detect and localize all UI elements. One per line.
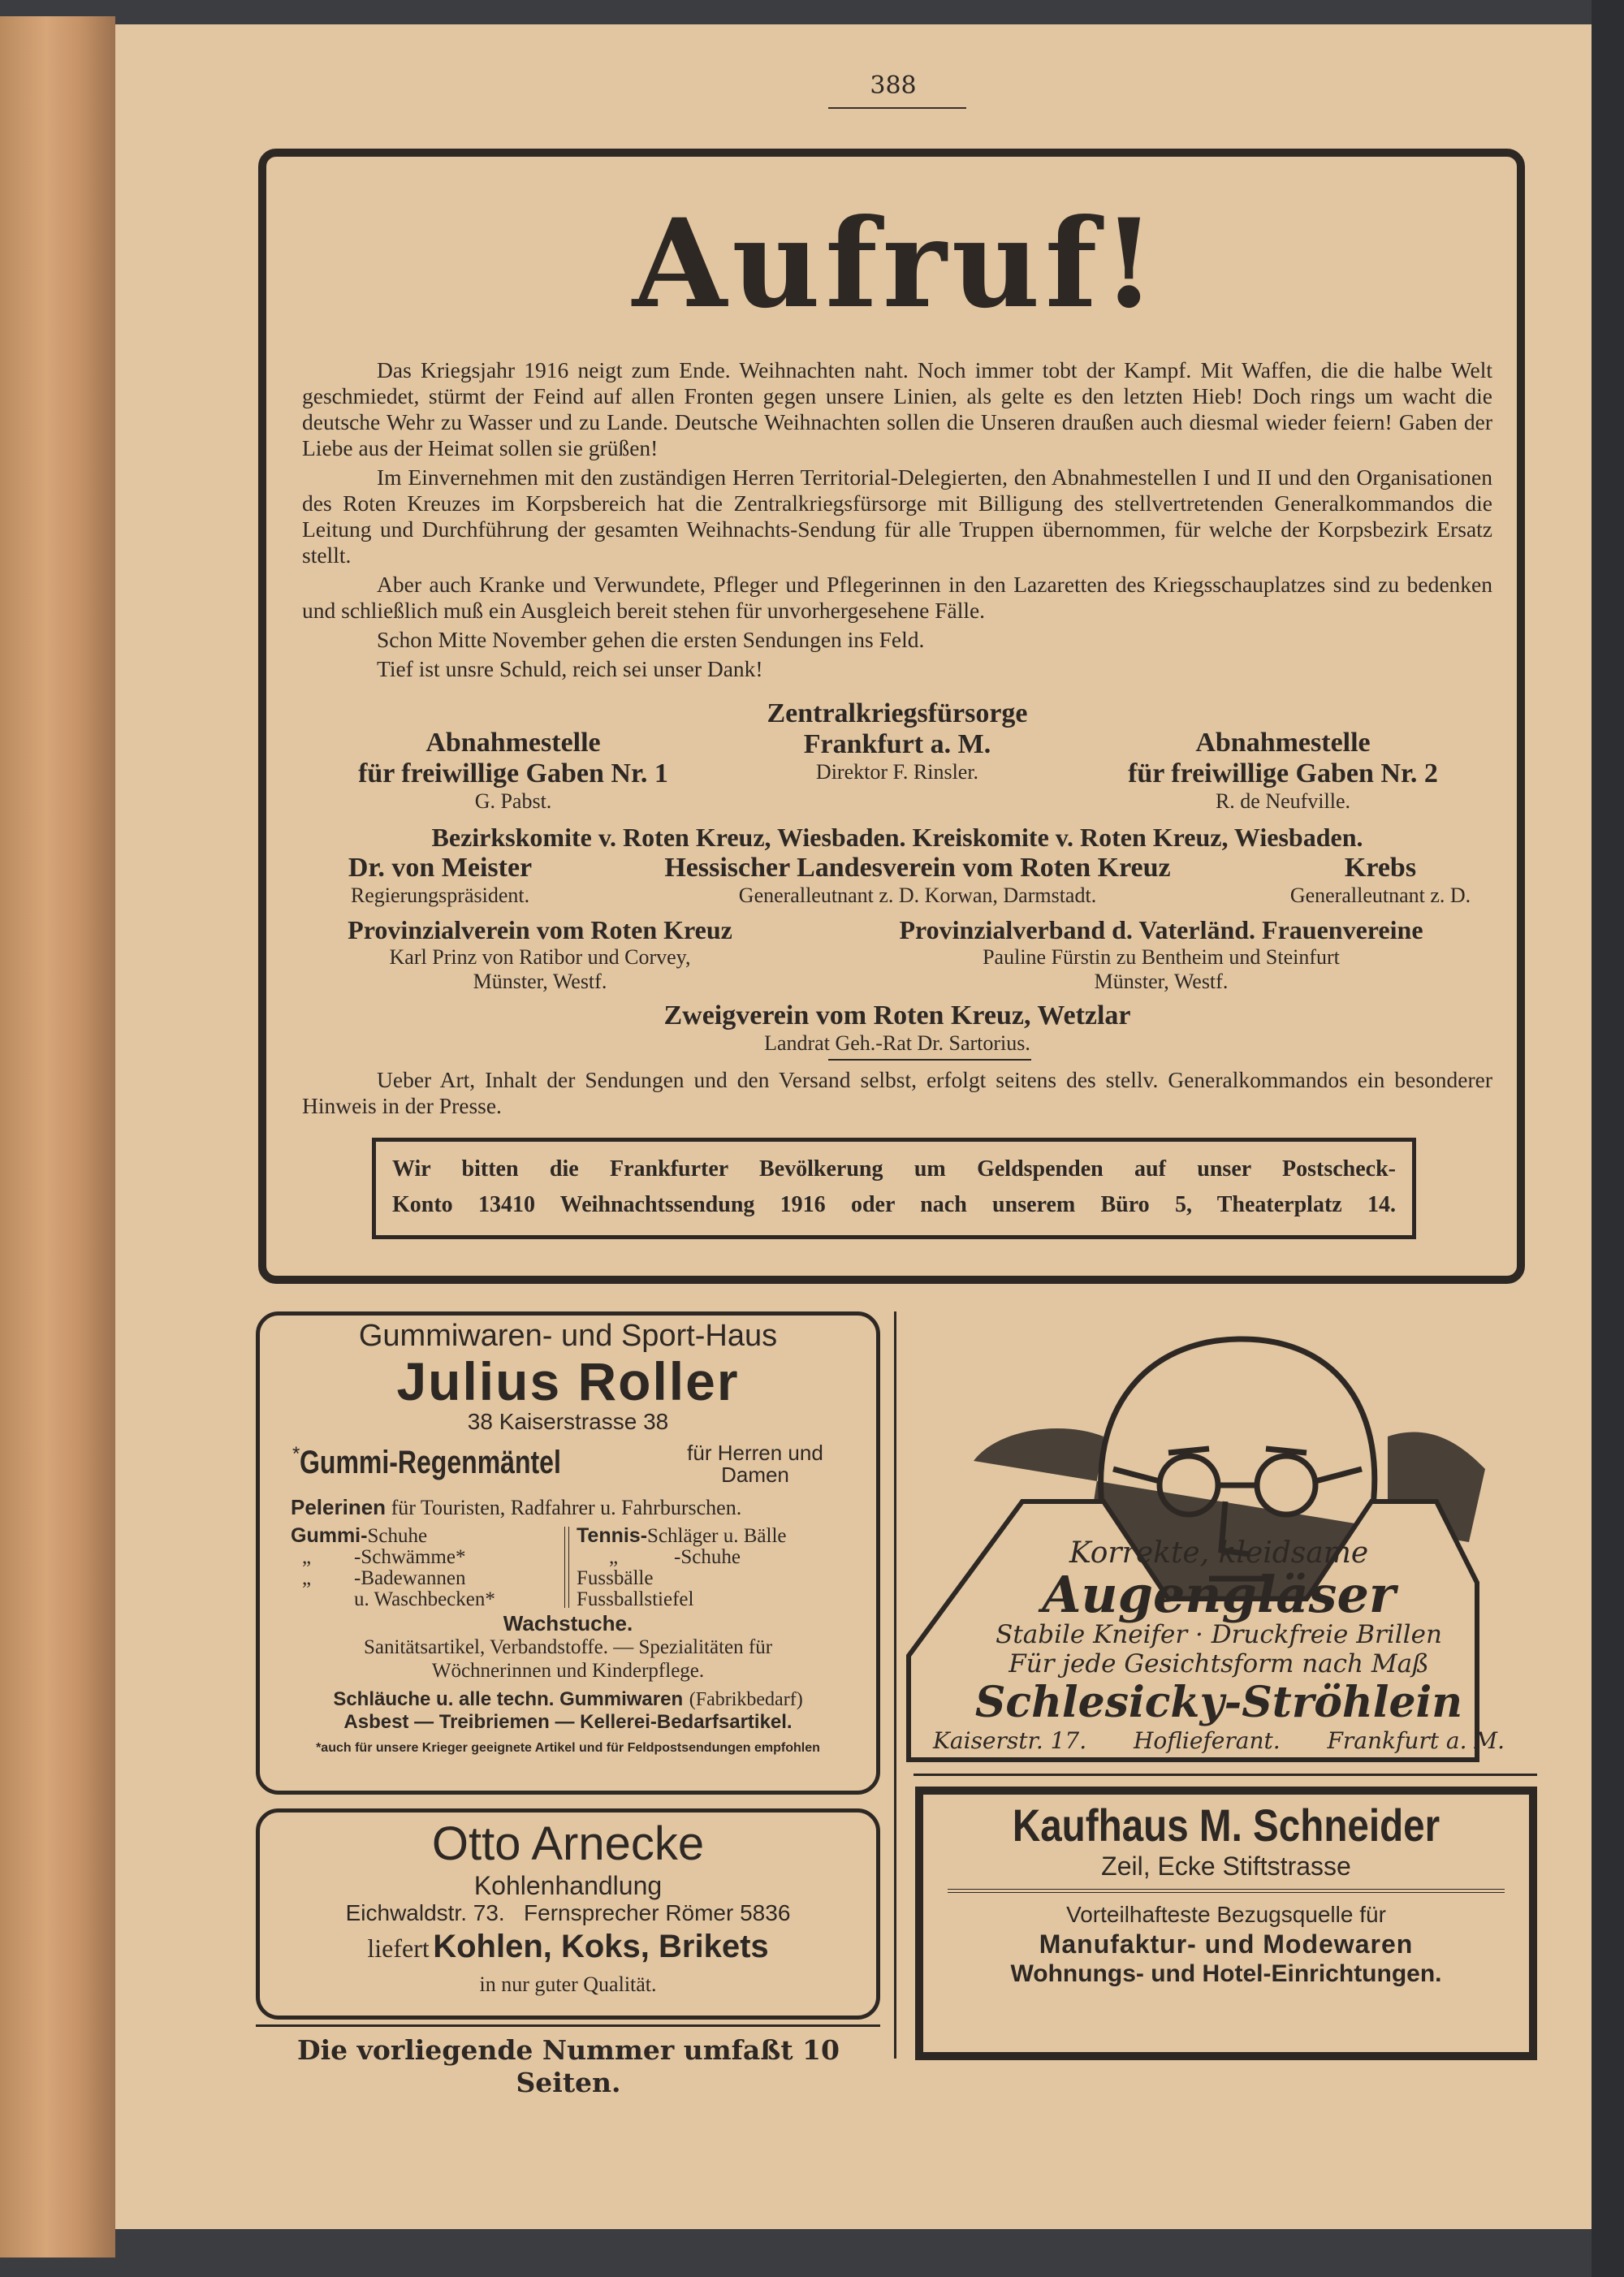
text: liefert [367, 1934, 430, 1963]
signatory-org: Abnahmestelle [1195, 728, 1371, 758]
appeal-closing [302, 1067, 1492, 1119]
signatory-place: Münster, Westf. [1094, 970, 1229, 993]
bold-label: Tennis- [577, 1524, 648, 1547]
signatory [302, 1000, 1492, 1056]
divider [256, 2024, 880, 2027]
ad-address: Kaiserstr. 17. [933, 1727, 1087, 1754]
signatory-center [731, 698, 1064, 784]
signatory-org: Provinzialverein vom Roten Kreuz [348, 915, 732, 944]
audience-line: für Herren und [687, 1441, 823, 1465]
signatory [812, 914, 1510, 994]
donation-box [372, 1138, 1416, 1239]
scan-background [1592, 0, 1624, 2277]
signatory-name: Karl Prinz von Ratibor und Corvey, [389, 945, 691, 969]
wachstuche: Wachstuche. [503, 1611, 633, 1635]
tennis-list [577, 1525, 869, 1610]
ad-company-name: Otto Arnecke [431, 1817, 705, 1870]
list-item: Schuhe [367, 1525, 428, 1547]
book-binding [0, 16, 115, 2258]
product-name: Gummi-Regenmäntel [300, 1445, 562, 1480]
appeal-paragraph: Schon Mitte November gehen die ersten Sendungen ins Feld. [377, 627, 925, 652]
audience-line: Damen [721, 1463, 789, 1487]
signatory-org: Dr. von Meister [348, 853, 533, 883]
signatory-name: G. Pabst. [474, 789, 552, 813]
ad-optician [901, 1537, 1537, 1755]
gummi-list [291, 1525, 567, 1610]
signatory-name: Direktor F. Rinsler. [815, 760, 979, 784]
asterisk: * [292, 1443, 300, 1465]
text: für Touristen, Radfahrer u. Fahrburschen. [391, 1496, 742, 1519]
signatory-org: Krebs [1344, 853, 1417, 883]
ad-julius-roller-content [256, 1319, 880, 1434]
list-item: -Schuhe [674, 1546, 741, 1568]
appeal-body [302, 357, 1492, 682]
text: Asbest — Treibriemen — Kellerei-Bedarfsartikel. [343, 1711, 793, 1733]
list-divider [564, 1527, 569, 1608]
divider [828, 1059, 1031, 1061]
closing-paragraph: Ueber Art, Inhalt der Sendungen und den Versand selbst, erfolgt seitens des stellv. Generalkommandos ein besonderer Hinweis in der Presse. [302, 1067, 1492, 1118]
ad-text: Stabile Kneifer · Druckfreie Brillen [996, 1620, 1442, 1649]
ad-headline: Augengläser [1042, 1565, 1396, 1624]
signatory-name: Landrat Geh.-Rat Dr. Sartorius. [764, 1031, 1030, 1055]
list-item: Fussballstiefel [577, 1588, 694, 1610]
signatory [1250, 853, 1510, 908]
donation-text: Wir bitten die Frankfurter Bevölkerung um Geldspenden auf unser Postscheck- [392, 1156, 1396, 1182]
signatory [302, 853, 578, 908]
signatory-org: Hessischer Landesverein vom Roten Kreuz [664, 853, 1171, 883]
page-number-rule [828, 107, 966, 109]
appeal-paragraph: Im Einvernehmen mit den zuständigen Herren Territorial-Delegierten, den Abnahmestellen I und II und den Organisationen des Roten Kreuzes im Korpsbereich hat die Zentralkriegsfürsorge mit Billigung des stellvertretenden Generalkommandos die Leitung und Durchführung der gesamten Weihnachts-Sendung für alle Truppen übernommen, für welche der Korpsbezirk Ersatz stellt. [302, 464, 1492, 568]
text: Sanitätsartikel, Verbandstoffe. — Spezialitäten für [363, 1636, 773, 1658]
ad-address: Eichwaldstr. 73. Fernsprecher Römer 5836 [345, 1900, 791, 1925]
bold-label: Pelerinen [291, 1495, 387, 1519]
signatory-right [1072, 698, 1494, 814]
ad-text: Vorteilhafteste Bezugsquelle für [1066, 1902, 1386, 1927]
divider [914, 1774, 1537, 1776]
pelerinen-line [291, 1494, 859, 1521]
list-item: u. Waschbecken* [354, 1588, 495, 1610]
signatory-name: Pauline Fürstin zu Bentheim und Steinfurt [983, 945, 1340, 969]
product-line [292, 1442, 861, 1489]
text: Wöchnerinnen und Kinderpflege. [431, 1660, 705, 1682]
ad-kaufhaus-content [915, 1800, 1537, 1989]
signatory [601, 853, 1234, 908]
ad-company-name: Schlesicky-Ströhlein [974, 1678, 1463, 1727]
signatory-org: Frankfurt a. M. [803, 729, 991, 759]
footer-note: Die vorliegende Nummer umfaßt 10 Seiten. [297, 2034, 840, 2098]
ad-text: Für jede Gesichtsform nach Maß [1009, 1649, 1429, 1679]
signatory-left [302, 698, 724, 814]
signatory-name: R. de Neufville. [1215, 789, 1351, 813]
ad-quality: in nur guter Qualität. [479, 1972, 657, 1996]
page-number: 388 [870, 71, 917, 100]
signatory-org: für freiwillige Gaben Nr. 2 [1128, 758, 1438, 789]
ad-tagline: Korrekte, kleidsame [1069, 1536, 1369, 1570]
appeal-paragraph: Das Kriegsjahr 1916 neigt zum Ende. Weihnachten naht. Noch immer tobt der Kampf. Mit Waffen, die die halbe Welt geschmiedet, stürmt der Feind auf allen Fronten gegen unsere Linien, als gelte es den letzten Hieb! Doch rings um wacht die deutsche Wehr zu Wasser und zu Lande. Deutsche Weihnachten sollen die Unseren draußen auch diesmal wieder feiern! Gaben der Liebe aus der Heimat sollen sie grüßen! [302, 357, 1492, 460]
list-item: -Schwämme* [354, 1546, 466, 1568]
ad-city: Frankfurt a. M. [1327, 1727, 1505, 1754]
signatory-name: Generalleutnant z. D. Korwan, Darmstadt. [738, 884, 1097, 907]
ditto-mark: „ [609, 1546, 619, 1568]
ad-julius-roller-lower [256, 1611, 880, 1756]
signatory-name: Regierungspräsident. [350, 884, 530, 907]
red-cross-committees-heading: Bezirkskomite v. Roten Kreuz, Wiesbaden. Kreiskomite v. Roten Kreuz, Wiesbaden. [431, 823, 1363, 852]
list-item: Fussbälle [577, 1567, 654, 1589]
appeal-paragraph: Aber auch Kranke und Verwundete, Pfleger und Pflegerinnen in den Lazaretten des Kriegsschauplatzes sind zu bedenken und schließlich muß ein Ausgleich bereit stehen für unvorhergesehene Fälle. [302, 572, 1492, 623]
ad-address: Zeil, Ecke Stiftstrasse [1101, 1851, 1351, 1881]
ad-header: Gummiwaren- und Sport-Haus [358, 1319, 778, 1353]
column-divider [894, 1311, 896, 2059]
donation-text: Konto 13410 Weihnachtssendung 1916 oder nach unserem Büro 5, Theaterplatz 14. [392, 1192, 1396, 1217]
signatory-org: für freiwillige Gaben Nr. 1 [358, 758, 668, 789]
appeal-title: Aufruf! [632, 192, 1161, 335]
appeal-paragraph: Tief ist unsre Schuld, reich sei unser Dank! [377, 656, 763, 681]
ad-text: Manufaktur- und Modewaren [1039, 1929, 1414, 1959]
signatory-org: Zentralkriegsfürsorge [767, 698, 1028, 728]
ad-company-name: Kaufhaus M. Schneider [1012, 1800, 1440, 1851]
ad-address: 38 Kaiserstrasse 38 [467, 1409, 669, 1434]
footnote: *auch für unsere Krieger geeignete Artikel und für Feldpostsendungen empfohlen [316, 1741, 820, 1755]
ad-trade: Kohlenhandlung [473, 1871, 663, 1900]
signatory-place: Münster, Westf. [473, 970, 607, 993]
text: (Fabrikbedarf) [689, 1689, 803, 1710]
ditto-mark: „ [302, 1567, 312, 1589]
bold-label: Gummi- [291, 1524, 368, 1547]
signatory-org: Abnahmestelle [425, 728, 601, 758]
signatory-org: Provinzialverband d. Vaterländ. Frauenvereine [899, 915, 1423, 944]
signatory-name: Generalleutnant z. D. [1289, 884, 1471, 907]
divider [948, 1889, 1505, 1893]
list-item: -Badewannen [354, 1567, 466, 1589]
glasses-right-lens [1257, 1456, 1315, 1514]
signatory-org: Zweigverein vom Roten Kreuz, Wetzlar [663, 1000, 1131, 1030]
bold-label: Schläuche u. alle techn. Gummiwaren [333, 1688, 684, 1710]
ad-otto-arnecke-content [256, 1817, 880, 1997]
ad-company-name: Julius Roller [396, 1351, 740, 1411]
ad-title: Hoflieferant. [1133, 1727, 1281, 1754]
ad-text: Wohnungs- und Hotel-Einrichtungen. [1010, 1960, 1442, 1987]
product-audience [650, 1442, 861, 1486]
ditto-mark: „ [302, 1546, 312, 1568]
list-item: Schläger u. Bälle [647, 1525, 787, 1547]
signatory [292, 914, 788, 994]
ad-goods: Kohlen, Koks, Brikets [433, 1929, 769, 1964]
